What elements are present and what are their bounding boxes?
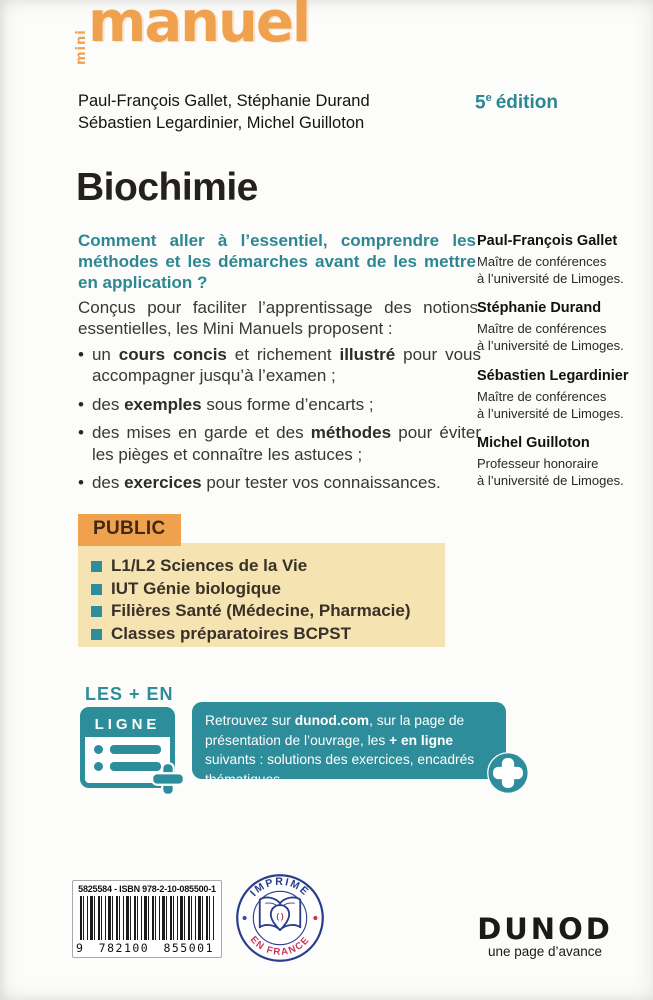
public-label: PUBLIC [78, 514, 181, 546]
contributor [477, 233, 633, 287]
contributor-role-line: Maître de conférences [477, 321, 607, 337]
contributor-role-line: à l’université de Limoges. [477, 338, 624, 354]
list-glyph-row [94, 745, 161, 754]
book-title: Biochimie [76, 166, 258, 209]
stamp-left-dot-icon [242, 916, 246, 920]
public-audience-box [78, 543, 445, 647]
feature-item [78, 344, 481, 387]
contributor-role-line: Maître de conférences [477, 388, 607, 404]
feature-text: un cours concis et richement illustré pour vous accompagner jusqu’à l’examen ; [91, 345, 481, 386]
feature-item [78, 422, 481, 465]
contributor-role-line: à l’université de Limoges. [477, 405, 624, 421]
brand-mini-label: mini [74, 29, 89, 65]
audience-text: IUT Génie biologique [111, 578, 281, 598]
plus-circle-icon [486, 751, 530, 795]
imprime-en-france-stamp [234, 871, 326, 965]
audience-item [91, 602, 435, 621]
ean-digit-group: 9 [76, 941, 85, 955]
contributor-role-line: à l’université de Limoges. [477, 271, 624, 287]
audience-item [91, 580, 435, 599]
bullet-icon: • [78, 345, 84, 364]
audience-text: Classes préparatoires BCPST [111, 624, 351, 644]
contributor-role [477, 320, 633, 354]
feature-item [78, 472, 481, 493]
stamp-top-text: IMPRIMÉ [247, 875, 312, 899]
square-bullet-icon [91, 606, 102, 617]
edition-suffix: e [485, 92, 492, 104]
audience-item [91, 625, 435, 644]
square-bullet-icon [91, 561, 102, 572]
contributor [477, 300, 633, 354]
contributor-role [477, 253, 633, 287]
contributor-name: Paul-François Gallet [477, 233, 618, 249]
contributor-name: Stéphanie Durand [477, 300, 602, 317]
cover-authors [78, 90, 370, 134]
contributors-sidebar [477, 233, 633, 502]
stamp-right-dot-icon [313, 916, 317, 920]
contributor-role-line: Maître de conférences [477, 254, 607, 269]
edition-word: édition [495, 92, 558, 114]
bullet-icon: • [78, 423, 84, 443]
isbn-text: 5825584 - ISBN 978-2-10-085500-1 [78, 884, 216, 894]
contributor-role [477, 455, 633, 489]
online-heading: LES + EN [85, 684, 174, 704]
audience-item [91, 557, 435, 576]
bullet-icon: • [78, 473, 84, 493]
online-bubble: Retrouvez sur dunod.com, sur la page de présentation de l’ouvrage, les + en ligne suivants : solutions des exercices, encadrés thématiques. [192, 702, 506, 779]
edition-badge [475, 92, 558, 114]
brand-manuel-logo: manuel [88, 0, 310, 55]
feature-list [78, 344, 481, 500]
contributor [477, 435, 633, 489]
contributor-role [477, 388, 633, 422]
feature-text: des exemples sous forme d’encarts ; [91, 394, 374, 414]
cover-authors-line-2: Sébastien Legardinier, Michel Guilloton [78, 114, 365, 133]
audience-text: Filières Santé (Médecine, Pharmacie) [111, 601, 411, 621]
intro-paragraph: Conçus pour faciliter l’apprentissage des notions essentielles, les Mini Manuels proposent : [78, 298, 478, 339]
feature-text: des mises en garde et des méthodes pour éviter les pièges et connaître les astuces ; [91, 423, 481, 464]
tagline-question: Comment aller à l’essentiel, comprendre les méthodes et les démarches avant de les mettre en application ? [78, 231, 476, 292]
stamp-bottom-text: EN FRANCE [247, 934, 313, 959]
publisher-tagline: une page d’avance [487, 944, 603, 960]
feature-text: des exercices pour tester vos connaissances. [91, 473, 441, 493]
contributor-name: Sébastien Legardinier [477, 367, 629, 384]
contributor [477, 368, 633, 422]
feature-item [78, 394, 481, 415]
audience-text: L1/L2 Sciences de la Vie [111, 556, 308, 575]
barcode-bars [80, 896, 214, 940]
square-bullet-icon [91, 584, 102, 595]
list-dot-icon [94, 762, 103, 771]
publisher-logo [462, 914, 628, 959]
barcode [72, 880, 222, 958]
les-plus-en-ligne-icon [80, 707, 175, 788]
plus-icon [150, 761, 186, 797]
list-dot-icon [94, 745, 103, 754]
cover-authors-line-1: Paul-François Gallet, Stéphanie Durand [78, 92, 370, 110]
ligne-band-label: LIGNE [85, 712, 170, 737]
list-bar-icon [110, 745, 161, 754]
contributor-role-line: Professeur honoraire [477, 455, 599, 471]
ean-digit-group: 855001 [163, 941, 214, 955]
contributor-role-line: à l’université de Limoges. [477, 473, 624, 489]
stamp-parens: ( ) [276, 911, 284, 921]
ean-digit-group: 782100 [98, 941, 150, 955]
ean-digits [73, 941, 221, 955]
square-bullet-icon [91, 629, 102, 640]
publisher-name: DUNOD [477, 912, 613, 946]
edition-number: 5 [475, 92, 486, 114]
bullet-icon: • [78, 394, 84, 414]
contributor-name: Michel Guilloton [477, 434, 590, 451]
